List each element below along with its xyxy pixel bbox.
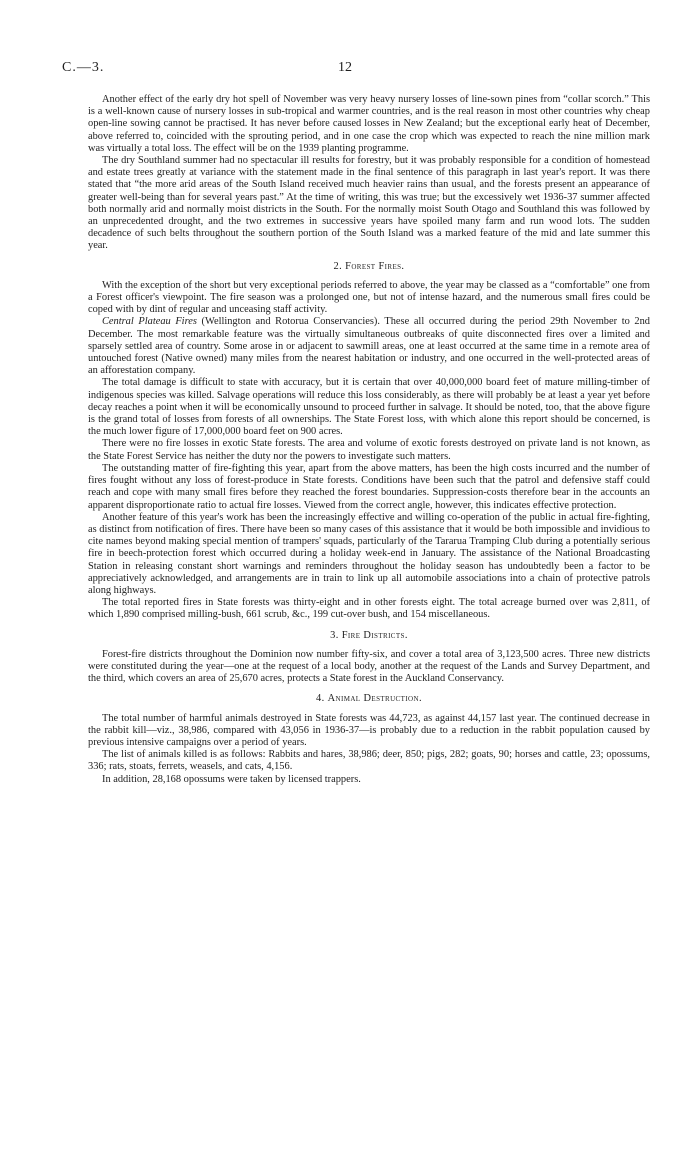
- paragraph-fire-totals: The total reported fires in State forests was thirty-eight and in other forests eight. The total acreage burned over was 2,811, of which 1,890 comprised milling-bush, 661 scrub, &c., 199 cut-over bush, and 154 miscellaneous.: [88, 597, 650, 621]
- section-title: Animal Destruction.: [327, 693, 422, 705]
- paragraph-nursery-losses: Another effect of the early dry hot spell of November was very heavy nursery losses of line-sown pines from “collar scorch.” This is a well-known cause of nursery losses in sub-tropical and warmer countries, and is the real reason in most other countries why cheap open-line sowing cannot be practised. It has never before caused losses in New Zealand; but the exceptional early heat of December, above referred to, coincided with the sprouting period, and in one case the crop which was expected to reach the nine million mark was virtually a total loss. The effect will be on the 1939 planting programme.: [88, 94, 650, 154]
- section-heading-fire-districts: [88, 630, 650, 642]
- paragraph-public-cooperation: Another feature of this year's work has been the increasingly effective and willing co-operation of the public in actual fire-fighting, as distinct from notification of fires. There have been so many cases of this assistance that it would be both impossible and invidious to cite names beyond making special mention of trampers' squads, particularly of the Tararua Tramping Club during a potentially serious fire in beech-protection forest which occurred during a holiday week-end in January. The assistance of the National Broadcasting Station in releasing constant short warnings and reminders throughout the holiday season has undoubtedly been a factor to be appreciatively acknowledged, and arrangements are in train to link up all automobile associations into a chain of protective patrols along highways.: [88, 511, 650, 596]
- paragraph-total-damage: The total damage is difficult to state with accuracy, but it is certain that over 40,000,000 board feet of mature milling-timber of indigenous species was killed. Salvage operations will reduce this loss considerably, as there will probably be at least a year yet before decay reaches a point when it will be economically unsound to proceed further in salvage. It should be noted, too, that the above figure is the grand total of losses from forests of all ownerships. The State Forest loss, with which alone this report should be concerned, is the much lower figure of 17,000,000 board feet on 900 acres.: [88, 377, 650, 438]
- paragraph-opossums: In addition, 28,168 opossums were taken by licensed trappers.: [102, 773, 361, 785]
- section-heading-forest-fires: [88, 261, 650, 273]
- paragraph-animal-list: The list of animals killed is as follows: Rabbits and hares, 38,986; deer, 850; pigs, 282; goats, 90; horses and cattle, 23; opossums, 336; rats, stoats, ferrets, weasels, and cats, 4,156.: [88, 749, 650, 773]
- paragraph-central-plateau-fires: [88, 316, 650, 377]
- section-heading-animal-destruction: [88, 693, 650, 705]
- page-number: 12: [338, 60, 352, 75]
- subheading-italic: Central Plateau Fires: [102, 316, 197, 328]
- section-number: 4.: [316, 693, 325, 705]
- paragraph-fire-fighting-costs: The outstanding matter of fire-fighting this year, apart from the above matters, has been the high costs incurred and the number of fires fought without any loss of forest-produce in State forests. Conditions have been such that the patrol and defensive staff could reach and cope with many small fires before they reached the forest boundaries. Suppression-costs therefore bear in the accounts an apparent disproportionate ratio to actual fire losses. Viewed from the correct angle, however, this indicates effective protection.: [88, 462, 650, 511]
- paragraph-fire-season: With the exception of the short but very exceptional periods referred to above, the year may be classed as a “comfortable” one from a Forest officer's viewpoint. The fire season was a prolonged one, but not of intense hazard, and the numerous small fires could be coped with by dint of regular and unceasing staff activity.: [88, 279, 650, 316]
- paragraph-southland-summer: The dry Southland summer had no spectacular ill results for forestry, but it was probably responsible for a condition of homestead and estate trees greatly at variance with the statement made in the final sentence of this paragraph in last year's report. It was there stated that “the more arid areas of the South Island received much heavier rains than usual, and the forests present an appearance of greater well-being than for several years past.” At the time of writing, this was true; but the excessively wet 1936-37 summer affected both normally arid and normally moist districts in the South. For the normally moist South Otago and Southland this was followed by an unprecedented drought, and the two extremes in successive years have spoiled many farm and run wood lots. The sudden decadence of such belts throughout the southern portion of the South Island was a marked feature of the mid and late summer this year.: [88, 155, 650, 252]
- section-title: Forest Fires.: [345, 260, 405, 272]
- paragraph-exotic-forests: There were no fire losses in exotic State forests. The area and volume of exotic forests destroyed on private land is not known, as the State Forest Service has neither the duty nor the powers to investigate such matters.: [88, 438, 650, 462]
- paragraph-text: (Wellington and Rotorua Conservancies). These all occurred during the period 29th November to 2nd December. The most remarkable feature was the virtually simultaneous outbreaks of quite disconnected fires over a limited and sparsely settled area of country. Some arose in or adjacent to sawmill areas, one at least occurred at the same time in a remote area of untouched forest (Native owned) many miles from the nearest habitation or industry, and one occurred in the well-protected areas of an afforestation company.: [88, 316, 650, 377]
- paragraph-harmful-animals: The total number of harmful animals destroyed in State forests was 44,723, as against 44,157 last year. The continued decrease in the rabbit kill—viz., 38,986, compared with 43,056 in 1936-37—is probably due to a reduction in the rabbit population caused by previous intensive campaigns over a period of years.: [88, 712, 650, 748]
- section-number: 3.: [330, 629, 339, 641]
- section-title: Fire Districts.: [341, 629, 408, 641]
- document-body: [88, 94, 650, 786]
- paragraph-fire-districts: Forest-fire districts throughout the Dominion now number fifty-six, and cover a total area of 3,123,500 acres. Three new districts were constituted during the year—one at the request of a local body, another at the request of the Lands and Survey Department, and the third, which covers an area of 25,670 acres, protects a State forest in the Auckland Conservancy.: [88, 648, 650, 685]
- section-number: 2.: [333, 260, 343, 272]
- document-reference: C.—3.: [62, 60, 105, 75]
